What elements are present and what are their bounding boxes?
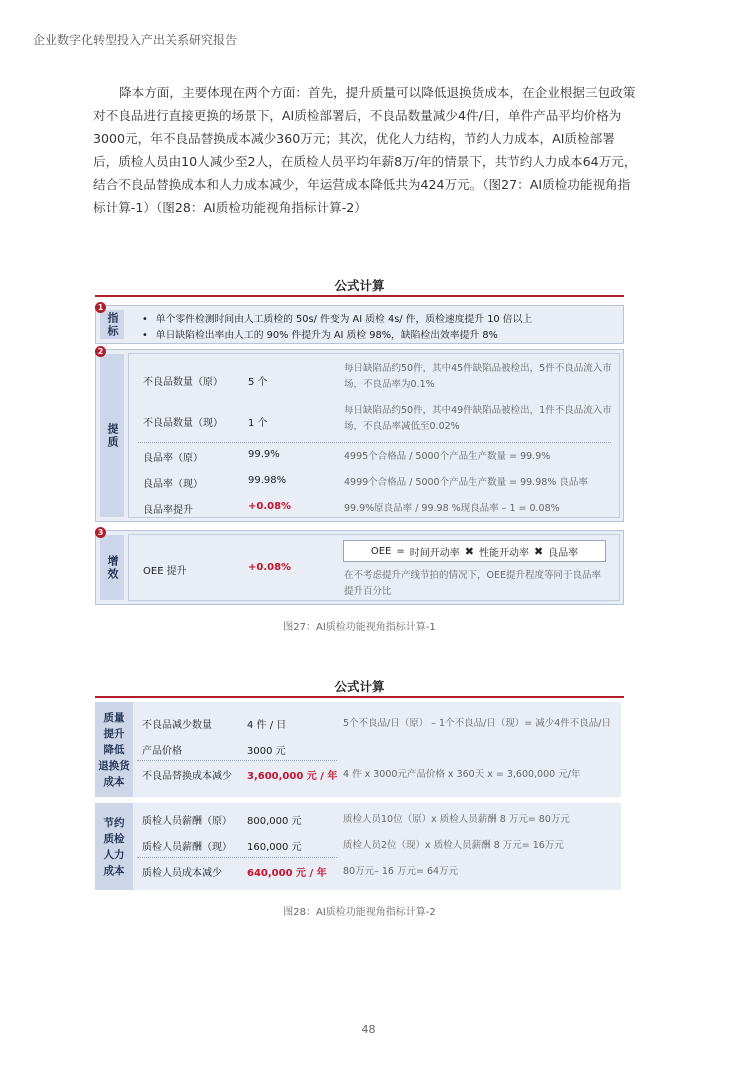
group-label-line: 成本 bbox=[103, 775, 125, 788]
fig27-title: 公式计算 bbox=[334, 278, 385, 293]
body-paragraph: 降本方面，主要体现在两个方面：首先，提升质量可以降低退换货成本，在企业根据三包政策对不良品进行直接更换的场景下，AI质检部署后，不良品数量减少4件/日，单件产品平均价格为3000元，年不良品替换成本减少360万元；其次，优化人力结构，节约人力成本，AI质检部署后，质检人员由10人减少至2人，在质检人员平均年薪8万/年的情景下，共节约人力成本64万元，结合不良品替换成本和人力成本减少，年运营成本降低共为424万元。（图27：AI质检功能视角指标计算-1）（图28：AI质检功能视角指标计算-2） bbox=[93, 85, 637, 215]
fig27-section-efficiency bbox=[95, 530, 624, 605]
dotted-divider bbox=[137, 857, 337, 858]
metric-value: 1 个 bbox=[248, 418, 268, 429]
fig27-badge-2: 2 bbox=[95, 346, 106, 357]
metric-name: 产品价格 bbox=[142, 746, 182, 757]
metric-value-highlight: 640,000 元 / 年 bbox=[247, 868, 327, 879]
metric-name: 不良品数量（现） bbox=[143, 418, 223, 429]
fig28-group-quality bbox=[95, 702, 621, 797]
fig28-title: 公式计算 bbox=[334, 679, 385, 694]
formula-term: 良品率 bbox=[548, 547, 579, 559]
fig27-title-rule bbox=[95, 295, 624, 297]
metric-name: OEE 提升 bbox=[143, 566, 187, 577]
fig27-badge-3: 3 bbox=[95, 527, 106, 538]
fig27-section1-label-box bbox=[100, 310, 124, 339]
metric-value: 800,000 元 bbox=[247, 816, 302, 827]
metric-value: 3000 元 bbox=[247, 746, 286, 757]
fig27-section-quality bbox=[95, 349, 624, 522]
fig27-section2-label-box bbox=[100, 354, 124, 517]
fig27-section-indicators bbox=[95, 305, 624, 344]
multiply-icon: ✖ bbox=[533, 544, 544, 558]
fig27-section3-label-box bbox=[100, 535, 124, 600]
metric-value: 4 件 / 日 bbox=[247, 720, 287, 731]
metric-note: 4 件 x 3000元产品价格 x 360天 x = 3,600,000 元/年 bbox=[343, 769, 581, 780]
formula-term: 时间开动率 bbox=[409, 547, 460, 559]
metric-value-highlight: +0.08% bbox=[248, 501, 292, 512]
formula-equals: = bbox=[396, 545, 405, 557]
fig27-caption: 图27：AI质检功能视角指标计算-1 bbox=[283, 622, 436, 633]
metric-note: 99.9%原良品率 / 99.98 %现良品率 – 1 = 0.08% bbox=[344, 503, 560, 514]
dotted-divider bbox=[137, 760, 337, 761]
group-label-line: 降低 bbox=[103, 743, 125, 756]
fig27-section1-label: 指标 bbox=[106, 311, 119, 338]
dotted-divider bbox=[138, 442, 611, 443]
oee-formula-box bbox=[343, 540, 606, 562]
metric-value: 5 个 bbox=[248, 377, 268, 388]
fig27-section3-label: 增效 bbox=[106, 554, 119, 581]
running-header: 企业数字化转型投入产出关系研究报告 bbox=[33, 33, 238, 47]
metric-note: 5个不良品/日（原） – 1个不良品/日（现）= 减少4件不良品/日 bbox=[343, 718, 612, 729]
fig28-title-rule bbox=[95, 696, 624, 698]
group-label-line: 退换货 bbox=[98, 759, 130, 772]
metric-name: 不良品减少数量 bbox=[142, 720, 212, 731]
fig27-bullet: • 单日缺陷检出率由人工的 90% 件提升为 AI 质检 98%，缺陷检出效率提升 8% bbox=[142, 330, 498, 341]
fig27-bullet: • 单个零件检测时间由人工质检的 50s/ 件变为 AI 质检 4s/ 件，质检速度提升 10 倍以上 bbox=[142, 314, 533, 325]
metric-note: 4995个合格品 / 5000个产品生产数量 = 99.9% bbox=[344, 451, 551, 462]
metric-value: 160,000 元 bbox=[247, 842, 302, 853]
group-label-line: 质量 bbox=[103, 711, 125, 724]
metric-note: 80万元– 16 万元= 64万元 bbox=[343, 866, 459, 877]
metric-value: 99.9% bbox=[248, 449, 280, 460]
metric-value-highlight: +0.08% bbox=[248, 562, 292, 573]
metric-name: 质检人员薪酬（现） bbox=[142, 842, 232, 853]
fig27-badge-1: 1 bbox=[95, 302, 106, 313]
fig27-section2-label: 提质 bbox=[106, 422, 119, 449]
metric-note: 每日缺陷品约50件，其中49件缺陷品被检出，1件不良品流入市场，不良品率减低至0.02% bbox=[344, 405, 612, 432]
group-label-line: 人力 bbox=[103, 848, 125, 861]
group-label-line: 节约 bbox=[103, 816, 125, 829]
group-label-line: 成本 bbox=[103, 864, 125, 877]
group-label-line: 提升 bbox=[103, 727, 125, 740]
metric-value-highlight: 3,600,000 元 / 年 bbox=[247, 771, 338, 782]
fig28-group-labor bbox=[95, 803, 621, 890]
fig28-group1-label-box bbox=[95, 702, 133, 797]
fig28-caption: 图28：AI质检功能视角指标计算-2 bbox=[283, 907, 436, 918]
page-number: 48 bbox=[361, 1023, 376, 1036]
metric-note: 每日缺陷品约50件，其中45件缺陷品被检出，5件不良品流入市场，不良品率为0.1% bbox=[344, 363, 612, 390]
metric-name: 质检人员成本减少 bbox=[142, 868, 222, 879]
metric-value: 99.98% bbox=[248, 475, 287, 486]
metric-note: 4999个合格品 / 5000个产品生产数量 = 99.98% 良品率 bbox=[344, 477, 588, 488]
group-label-line: 质检 bbox=[103, 832, 125, 845]
metric-name: 质检人员薪酬（原） bbox=[142, 816, 232, 827]
fig27-bullet-text-1: 单个零件检测时间由人工质检的 50s/ 件变为 AI 质检 4s/ 件，质检速度提升 10 倍以上 bbox=[155, 314, 533, 325]
metric-note: 质检人员10位（原）x 质检人员薪酬 8 万元= 80万元 bbox=[343, 814, 570, 825]
metric-note: 在不考虑提升产线节拍的情况下，OEE提升程度等同于良品率提升百分比 bbox=[344, 570, 601, 597]
fig28-group2-label-box bbox=[95, 803, 133, 890]
metric-name: 不良品数量（原） bbox=[143, 377, 223, 388]
metric-name: 不良品替换成本减少 bbox=[142, 771, 232, 782]
metric-name: 良品率（原） bbox=[143, 453, 203, 464]
multiply-icon: ✖ bbox=[464, 544, 474, 558]
formula-term: 性能开动率 bbox=[478, 547, 529, 559]
metric-name: 良品率提升 bbox=[143, 505, 193, 516]
formula-term: OEE bbox=[370, 545, 392, 557]
metric-note: 质检人员2位（现）x 质检人员薪酬 8 万元= 16万元 bbox=[343, 840, 564, 851]
metric-name: 良品率（现） bbox=[143, 479, 203, 490]
fig27-bullet-text-2: 单日缺陷检出率由人工的 90% 件提升为 AI 质检 98%，缺陷检出效率提升 8% bbox=[155, 330, 498, 341]
